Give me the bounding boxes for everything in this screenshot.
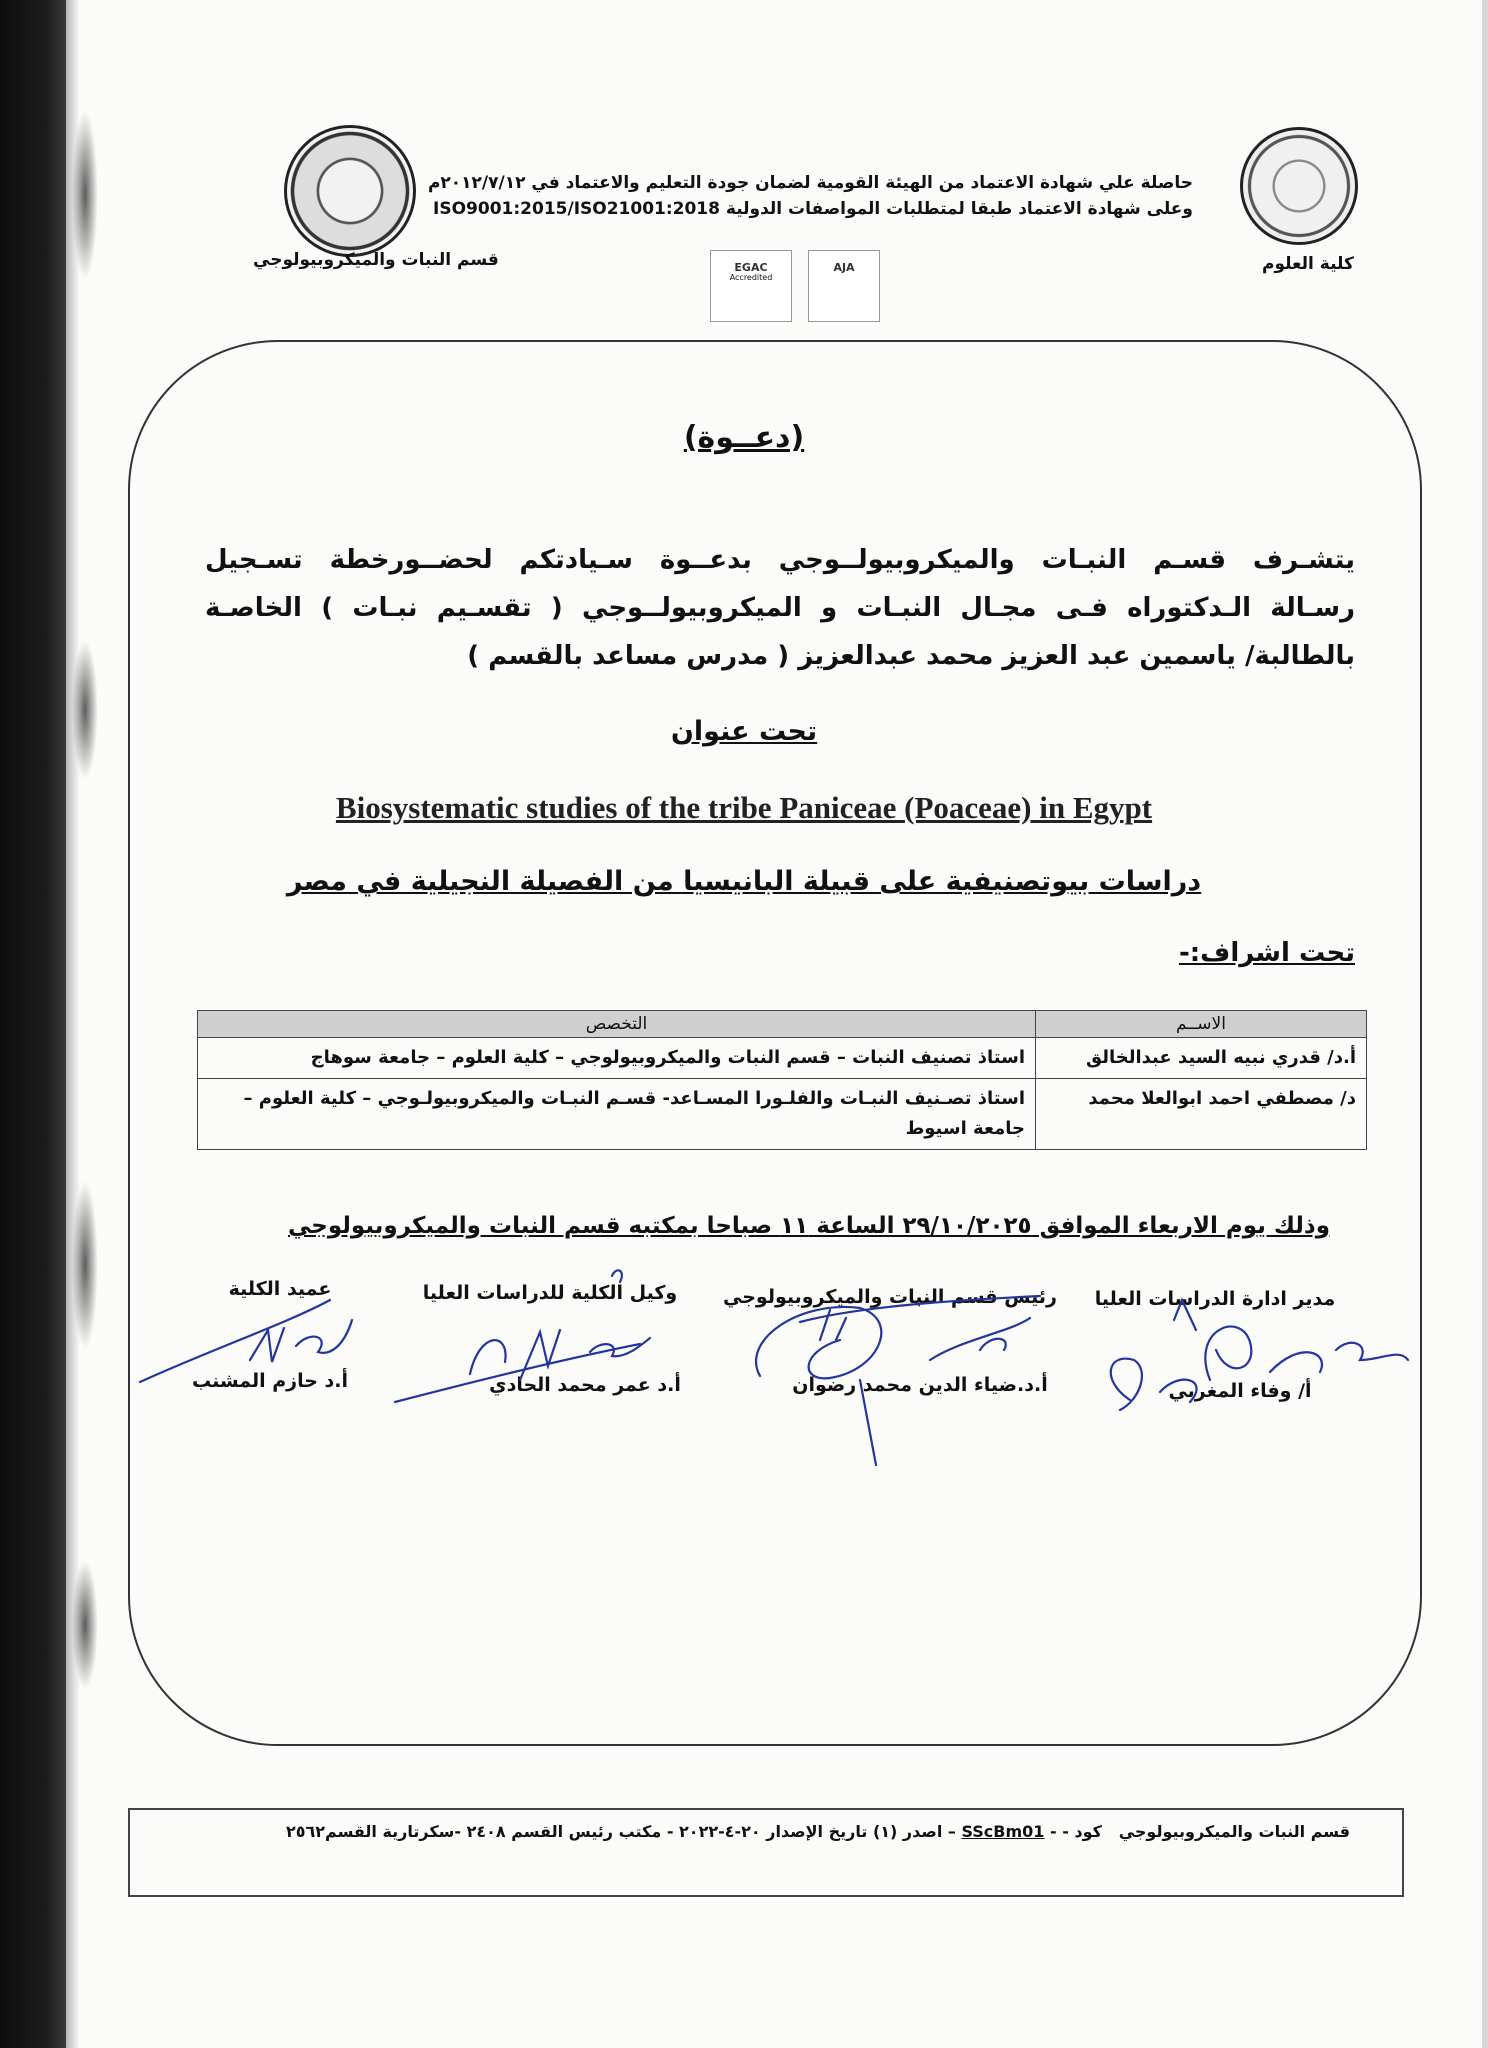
scan-edge-shadow: [66, 0, 80, 2048]
signatory-title: وكيل الكلية للدراسات العليا: [422, 1282, 678, 1304]
signatory-title: مدير ادارة الدراسات العليا: [1094, 1288, 1336, 1310]
specialty-column-header: التخصص: [198, 1011, 1036, 1038]
scan-smudge: [72, 640, 98, 780]
accreditation-line-1: حاصلة علي شهادة الاعتماد من الهيئة القومية لضمان جودة التعليم والاعتماد في ٢٠١٢/٧/١٢م: [427, 173, 1193, 193]
table-row: [198, 1038, 1367, 1079]
under-title-label: تحت عنوان: [670, 716, 818, 747]
footer-issue: – اصدر (١) تاريخ الإصدار ٢٠-٤-٢٠٢٢ - مكتب رئيس القسم ٢٤٠٨ -سكرتارية القسم٢٥٦٢: [285, 1822, 956, 1841]
thesis-title-arabic: دراسات بيوتصنيفية على قبيلة البانيسيا من الفصيلة النجيلية في مصر: [286, 866, 1202, 897]
footer-department: قسم النبات والميكروبيولوجي: [1118, 1822, 1350, 1841]
footer-text: [180, 1822, 1350, 1841]
signatory-title: رئيس قسم النبات والميكروبيولوجي: [723, 1286, 1057, 1308]
table-row: [198, 1079, 1367, 1150]
scan-dark-edge: [0, 0, 66, 2048]
supervisor-specialty: استاذ تصـنيف النبـات والفلـورا المسـاعد- قسـم النبـات والميكروبيولـوجي – كلية العلوم – جامعة اسيوط: [198, 1079, 1036, 1150]
supervisor-specialty: استاذ تصنيف النبات – قسم النبات والميكروبيولوجي – كلية العلوم – جامعة سوهاج: [198, 1038, 1036, 1079]
aja-badge-title: AJA: [833, 261, 855, 274]
department-label: قسم النبات والميكروبيولوجي: [253, 250, 499, 270]
botany-department-logo: [284, 125, 416, 257]
invitation-heading: (دعــوة): [683, 420, 805, 455]
invitation-line-3: بالطالبة/ ياسمين عبد العزيز محمد عبدالعزيز ( مدرس مساعد بالقسم ): [467, 641, 1355, 671]
egac-badge-title: EGAC: [734, 261, 768, 274]
aja-badge: [808, 250, 880, 322]
thesis-title-english: Biosystematic studies of the tribe Paniceae (Poaceae) in Egypt: [335, 790, 1153, 825]
supervisor-name: أ.د/ قدري نبيه السيد عبدالخالق: [1036, 1038, 1367, 1079]
meeting-date-line: وذلك يوم الاربعاء الموافق ٢٩/١٠/٢٠٢٥ الساعة ١١ صباحا بمكتبه قسم النبات والميكروبيولوجي: [288, 1213, 1330, 1239]
scan-smudge: [72, 1180, 98, 1350]
egac-badge-sub: Accredited: [729, 273, 773, 282]
egac-badge: [710, 250, 792, 322]
footer-code: SScBm01: [961, 1822, 1045, 1841]
signatory-name: أ.د عمر محمد الحادي: [489, 1374, 681, 1396]
faculty-of-science-logo: [1240, 127, 1358, 245]
faculty-label: كلية العلوم: [1262, 254, 1354, 274]
name-column-header: الاســم: [1036, 1011, 1367, 1038]
signatory-title: عميد الكلية: [228, 1278, 332, 1300]
scan-smudge: [72, 110, 98, 280]
signatory-name: أ.د حازم المشنب: [192, 1370, 348, 1392]
supervisors-table: [197, 1010, 1367, 1150]
supervision-label: تحت اشراف:-: [1178, 938, 1355, 968]
scan-smudge: [72, 1560, 98, 1690]
signatory-name: أ.د.ضياء الدين محمد رضوان: [792, 1374, 1048, 1396]
invitation-line-2: رسـالة الـدكتوراه فـى مجـال النبـات و الميكروبيولــوجي ( تقسـيم نبـات ) الخاصـة: [205, 593, 1355, 623]
scan-right-edge: [1482, 0, 1488, 2048]
invitation-line-1: يتشـرف قسـم النبـات والميكروبيولــوجي بدعــوة سـيادتكم لحضــورخطة تسـجيل: [205, 545, 1355, 575]
footer-code-label: كود - -: [1050, 1822, 1102, 1841]
accreditation-line-2: وعلى شهادة الاعتماد طبقا لمتطلبات المواصفات الدولية ISO9001:2015/ISO21001:2018: [433, 199, 1193, 219]
signatory-name: أ/ وفاء المغربي: [1168, 1380, 1312, 1402]
supervisor-name: د/ مصطفي احمد ابوالعلا محمد: [1036, 1079, 1367, 1150]
